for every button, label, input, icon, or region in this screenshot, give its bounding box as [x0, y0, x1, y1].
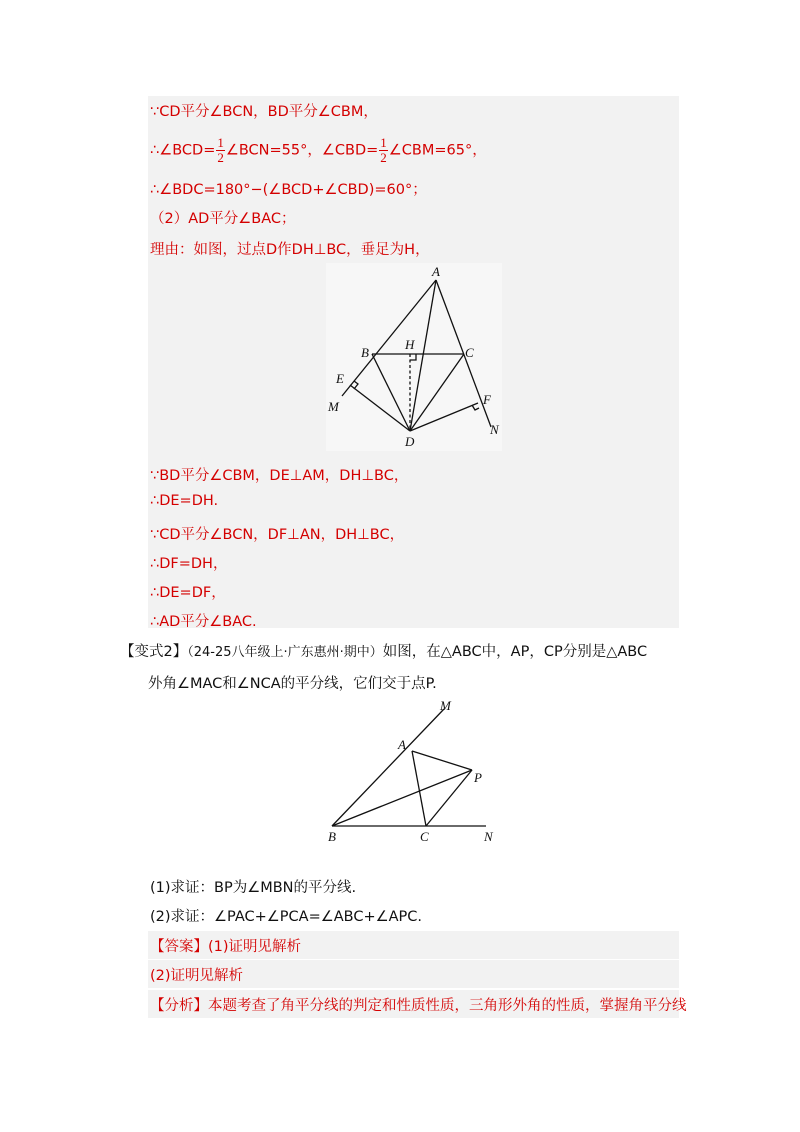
label-M: M	[440, 698, 451, 713]
label-C: C	[465, 345, 474, 360]
label-M: M	[328, 399, 339, 414]
question-source: （24-25八年级上·广东惠州·期中）	[187, 645, 383, 660]
analysis-tag: 【分析】	[150, 998, 208, 1014]
label-N: N	[484, 829, 493, 844]
answer-tag: 【答案】	[150, 939, 208, 955]
fraction-numerator: 1	[380, 135, 387, 150]
solution-line-9: ∴DF=DH，	[150, 556, 228, 572]
label-D: D	[405, 434, 415, 449]
label-F: F	[483, 392, 491, 407]
label-A: A	[432, 264, 440, 279]
fraction-denominator: 2	[380, 150, 387, 165]
solution-line-2-b: ∠BCN=55°，∠CBD=	[225, 142, 379, 159]
solution-line-1: ∵CD平分∠BCN，BD平分∠CBM，	[150, 104, 378, 120]
solution-line-5: 理由：如图，过点D作DH⊥BC，垂足为H，	[150, 242, 430, 258]
analysis-line	[150, 994, 687, 1015]
solution-line-2	[150, 136, 487, 165]
fraction-numerator: 1	[217, 135, 224, 150]
fraction-denominator: 2	[217, 150, 224, 165]
figure-quadrilateral-bisector	[326, 263, 502, 451]
answer-2: (2)证明见解析	[150, 968, 244, 984]
figure-triangle-external-bisectors	[326, 697, 506, 847]
solution-line-4: （2）AD平分∠BAC；	[150, 211, 296, 227]
question-tag: 【变式2】	[120, 644, 188, 660]
label-B: B	[361, 345, 369, 360]
solution-line-7: ∴DE=DH.	[150, 493, 219, 509]
label-P: P	[474, 770, 482, 785]
question-part-1: (1)求证：BP为∠MBN的平分线.	[150, 880, 357, 896]
solution-line-2-c: ∠CBM=65°，	[388, 142, 487, 159]
question-text-1: 如图，在△ABC中，AP，CP分别是△ABC	[382, 644, 648, 660]
label-A: A	[398, 737, 406, 752]
solution-line-3: ∴∠BDC=180°−(∠BCD+∠CBD)=60°；	[150, 182, 427, 198]
solution-line-10: ∴DE=DF，	[150, 585, 226, 601]
answer-line-1	[150, 935, 301, 956]
label-E: E	[336, 371, 344, 386]
solution-line-8: ∵CD平分∠BCN，DF⊥AN，DH⊥BC，	[150, 527, 405, 543]
label-N: N	[490, 422, 499, 437]
label-B: B	[328, 829, 336, 844]
solution-line-11: ∴AD平分∠BAC.	[150, 614, 257, 630]
analysis-text: 本题考查了角平分线的判定和性质性质，三角形外角的性质，掌握角平分线	[208, 998, 687, 1014]
figure-2-svg	[326, 697, 506, 847]
question-part-2: (2)求证：∠PAC+∠PCA=∠ABC+∠APC.	[150, 909, 423, 925]
answer-1: (1)证明见解析	[208, 939, 302, 955]
label-C: C	[420, 829, 429, 844]
question-text-2: 外角∠MAC和∠NCA的平分线，它们交于点P.	[148, 676, 437, 692]
figure-1-svg	[326, 263, 502, 451]
fraction-half-1	[216, 136, 225, 165]
label-H: H	[405, 337, 415, 352]
question-header	[120, 640, 647, 661]
solution-line-6: ∵BD平分∠CBM，DE⊥AM，DH⊥BC，	[150, 468, 409, 484]
solution-line-2-a: ∴∠BCD=	[150, 142, 216, 159]
fraction-half-2	[379, 136, 388, 165]
